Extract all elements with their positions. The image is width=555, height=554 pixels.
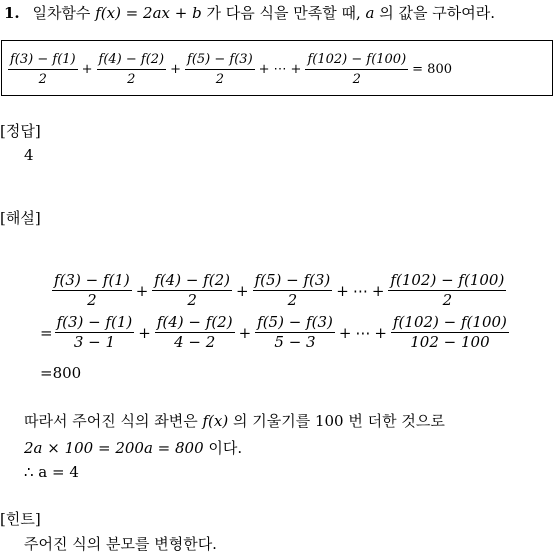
fraction-term: $\frac{f(102) - f(100)}{102 - 100}$	[393, 313, 507, 351]
given-equation	[8, 51, 456, 88]
plus-sign: +	[290, 62, 302, 77]
fraction-term: $\frac{f(4) - f(2)}{2}$	[98, 52, 165, 87]
explanation-text-3: ∴ a = 4	[24, 463, 79, 481]
fraction-term: $\frac{f(5) - f(3)}{5 - 3}$	[257, 313, 333, 351]
fraction-term: $\frac{f(5) - f(3)}{2}$	[187, 52, 253, 87]
ellipsis: ⋯	[355, 323, 371, 342]
fraction-term: $\frac{f(4) - f(2)}{4 - 2}$	[156, 313, 233, 351]
plus-sign: +	[135, 281, 149, 300]
explanation-text-2: 2a × 100 = 200a = 800 이다.	[24, 439, 243, 457]
plus-sign: +	[138, 323, 151, 342]
plus-sign: +	[374, 323, 387, 342]
fraction-term: $\frac{f(102) - f(100)}{2}$	[390, 271, 505, 309]
plus-sign: +	[336, 281, 349, 300]
fraction-term: $\frac{f(3) - f(1)}{2}$	[54, 271, 130, 309]
fraction-term: $\frac{f(102) - f(100)}{2}$	[307, 52, 407, 87]
equals-sign: =	[40, 323, 53, 342]
fraction-term: $\frac{f(3) - f(1)}{3 - 1}$	[56, 313, 133, 351]
problem-variable: a	[365, 4, 375, 22]
ellipsis: ⋯	[273, 62, 287, 77]
equation-box	[1, 40, 553, 96]
problem-text-post: 의 값을 구하여라.	[379, 4, 495, 22]
problem-number: 1.	[4, 4, 20, 22]
ellipsis: ⋯	[352, 281, 368, 300]
plus-sign: +	[238, 323, 252, 342]
plus-sign: +	[170, 62, 182, 77]
plus-sign: +	[258, 62, 270, 77]
hint-label: [힌트]	[0, 510, 41, 528]
answer-label: [정답]	[0, 122, 41, 140]
explanation-line-2	[40, 314, 509, 351]
plus-sign: +	[371, 281, 385, 300]
fraction-term: $\frac{f(4) - f(2)}{2}$	[154, 271, 230, 309]
equals-value: = 800	[412, 62, 452, 77]
plus-sign: +	[235, 281, 249, 300]
explanation-label: [해설]	[0, 209, 41, 227]
problem-text-mid: 가 다음 식을 만족할 때,	[206, 4, 361, 22]
plus-sign: +	[338, 323, 352, 342]
hint-text: 주어진 식의 분모를 변형한다.	[24, 535, 217, 553]
answer-value: 4	[24, 146, 34, 164]
explanation-text-1: 따라서 주어진 식의 좌변은 f(x) 의 기울기를 100 번 더한 것으로	[24, 412, 445, 430]
explanation-line-3: =800	[40, 364, 82, 382]
problem-text-pre: 일차함수	[32, 4, 91, 22]
fraction-term: $\frac{f(3) - f(1)}{2}$	[10, 52, 76, 87]
problem-statement	[4, 2, 495, 23]
problem-function: f(x) = 2ax + b	[95, 4, 202, 22]
explanation-line-1	[52, 272, 506, 309]
fraction-term: $\frac{f(5) - f(3)}{2}$	[254, 271, 331, 309]
plus-sign: +	[81, 62, 93, 77]
